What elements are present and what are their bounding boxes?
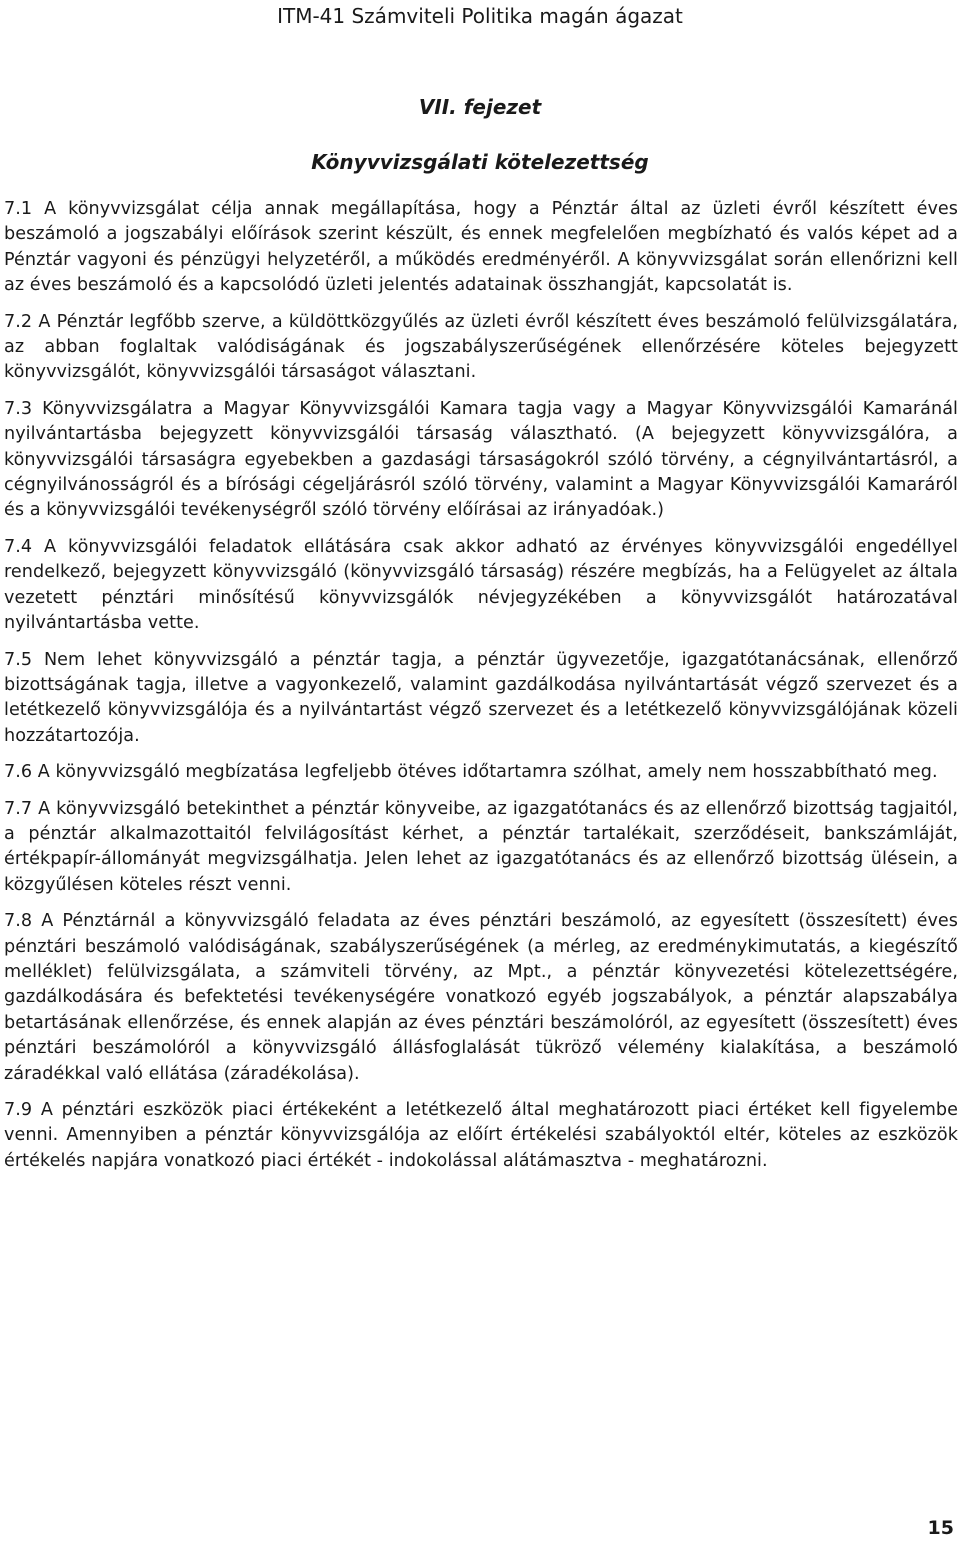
paragraph-7-2 (4, 310, 958, 386)
paragraph-7-9 (4, 1098, 958, 1174)
paragraph-7-3 (4, 397, 958, 524)
paragraph-text: A könyvvizsgáló megbízatása legfeljebb ötéves időtartamra szólhat, amely nem hosszabbítható meg. (37, 762, 938, 783)
paragraph-text: A könyvvizsgáló betekinthet a pénztár könyveibe, az igazgatótanács és az ellenőrző bizottság tagjaitól, a pénztár alkalmazottaitól felvilágosítást kérhet, a pénztár tartalékait, szerződéseit, bankszámláját, értékpapír-állományát megvizsgálhatja. Jelen lehet az igazgatótanács és az ellenőrző bizottság ülésein, a közgyűlésen köteles részt venni. (4, 798, 958, 895)
paragraph-text: Nem lehet könyvvizsgáló a pénztár tagja, a pénztár ügyvezetője, igazgatótanácsának, ellenőrző bizottságának tagja, illetve a vagyonkezelő, valamint gazdálkodása nyilvántartását végző szervezet és a letétkezelő könyvvizsgálója és a nyilvántartást végző szervezet és a letétkezelő könyvvizsgálójának közeli hozzátartozója. (4, 649, 958, 746)
paragraph-number: 7.5 (4, 649, 33, 670)
chapter-number: VII. fejezet (418, 95, 542, 119)
page-number: 15 (927, 1517, 954, 1539)
paragraph-7-1 (4, 197, 958, 299)
paragraph-number: 7.2 (4, 311, 33, 332)
paragraph-number: 7.6 (4, 762, 33, 783)
paragraph-text: A Pénztár legfőbb szerve, a küldöttközgyűlés az üzleti évről készített éves beszámoló felülvizsgálatára, az abban foglaltak valódiságának és jogszabályszerűségének ellenőrzésére köteles bejegyzett könyvvizsgálót, könyvvizsgálói társaságot választani. (4, 311, 958, 383)
paragraph-text: Könyvvizsgálatra a Magyar Könyvvizsgálói Kamara tagja vagy a Magyar Könyvvizsgálói Kamaránál nyilvántartásba bejegyzett könyvvizsgálói társaság választható. (A bejegyzett könyvvizsgálóra, a könyvvizsgálói társaságra egyebekben a gazdasági társaságokról szóló törvény, a cégnyilvántartásról, a cégnyilvánosságról és a bírósági cégeljárásról szóló törvény, valamint a Magyar Könyvvizsgálói Kamaráról és a könyvvizsgálói tevékenységről szóló törvény előírásai az irányadóak.) (4, 398, 958, 521)
paragraph-7-8 (4, 909, 958, 1087)
paragraph-7-4 (4, 535, 958, 637)
page-header: ITM-41 Számviteli Politika magán ágazat (277, 4, 683, 28)
paragraph-number: 7.7 (4, 798, 33, 819)
paragraph-number: 7.9 (4, 1100, 33, 1120)
paragraph-text: A könyvvizsgálat célja annak megállapítása, hogy a Pénztár által az üzleti évről készített éves beszámoló a jogszabályi előírások szerint készült, és ennek megfelelően megbízható és valós képet ad a Pénztár vagyoni és pénzügyi helyzetéről, a működés eredményéről. A könyvvizsgálat során ellenőrizni kell az éves beszámoló és a kapcsolódó üzleti jelentés adatainak összhangját, kapcsolatát is. (4, 199, 958, 296)
paragraph-text: A pénztári eszközök piaci értékeként a letétkezelő által meghatározott piaci értéket kell figyelembe venni. Amennyiben a pénztár könyvvizsgálója az előírt értékelési szabályoktól eltér, köteles az eszközök értékelés napjára vonatkozó piaci értékét - indokolással alátámasztva - meghatározni. (4, 1100, 958, 1171)
paragraph-number: 7.1 (4, 199, 33, 219)
paragraph-7-7 (4, 797, 958, 899)
paragraph-text: A Pénztárnál a könyvvizsgáló feladata az éves pénztári beszámoló, az egyesített (összesített) éves pénztári beszámoló valódiságának, szabályszerűségének (a mérleg, az eredménykimutatás, a kiegészítő melléklet) felülvizsgálata, a számviteli törvény, az Mpt., a pénztár könyvezetési kötelezettségére, gazdálkodására és befektetési tevékenységére vonatkozó egyéb jogszabályok, a pénztár alapszabálya betartásának ellenőrzése, és ennek alapján az éves pénztári beszámolóról, az egyesített (összesített) éves pénztári beszámolóról a könyvvizsgáló állásfoglalását tükröző vélemény kialakítása, a beszámoló záradékkal való ellátása (záradékolása). (4, 911, 958, 1084)
paragraph-number: 7.3 (4, 398, 33, 419)
paragraph-number: 7.8 (4, 911, 33, 932)
paragraph-7-5 (4, 648, 958, 750)
paragraph-text: A könyvvizsgálói feladatok ellátására csak akkor adható az érvényes könyvvizsgálói engedéllyel rendelkező, bejegyzett könyvvizsgáló (könyvvizsgáló társaság) részére megbízás, ha a Felügyelet az általa vezetett pénztári minősítésű könyvvizsgálók névjegyzékében a könyvvizsgálót határozatával nyilvántartásba vette. (4, 536, 958, 634)
paragraph-number: 7.4 (4, 536, 33, 557)
document-body (4, 197, 958, 1185)
paragraph-7-6 (4, 760, 958, 785)
chapter-title: Könyvvizsgálati kötelezettség (311, 150, 649, 174)
